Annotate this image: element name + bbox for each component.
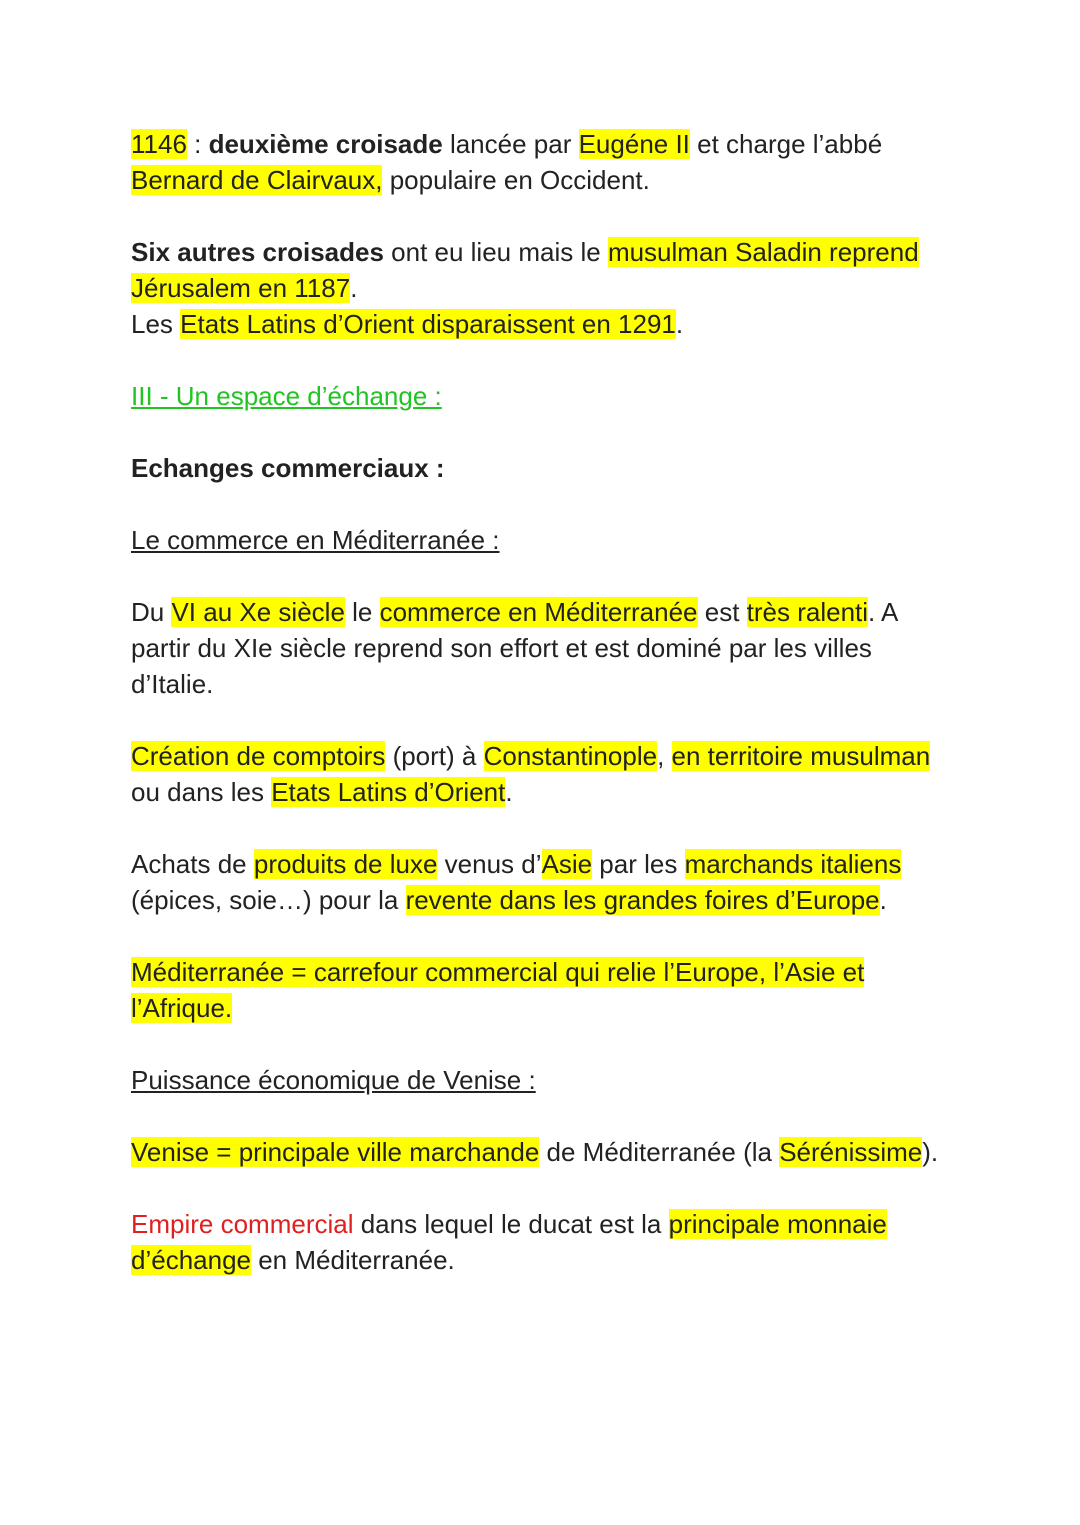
bold-second-crusade: deuxième croisade (208, 129, 443, 159)
paragraph-second-crusade (131, 126, 961, 198)
text: Les (131, 309, 181, 339)
paragraph-venice (131, 1134, 961, 1170)
highlight-latin-states: Etats Latins d’Orient disparaissent en 1291 (180, 309, 676, 339)
paragraph-trading-posts (131, 738, 961, 810)
text: , (657, 741, 672, 771)
highlight-saladin: musulman Saladin reprend Jérusalem en 1187 (131, 237, 919, 303)
highlight-resale-fairs: revente dans les grandes foires d’Europe (405, 885, 880, 915)
paragraph-luxury-goods (131, 846, 961, 918)
section-title: III - Un espace d’échange : (131, 381, 442, 411)
text: venus d’ (437, 849, 542, 879)
text: . A partir du XIe siècle reprend son effort et est dominé par les villes d’Italie. (131, 597, 897, 699)
highlight-abbot: Bernard de Clairvaux, (131, 165, 383, 195)
text: (port) à (385, 741, 484, 771)
highlight-main-currency: principale monnaie d’échange (131, 1209, 887, 1275)
text: . (350, 273, 358, 303)
highlight-mediterranean-trade: commerce en Méditerranée (379, 597, 698, 627)
highlight-italian-merchants: marchands italiens (684, 849, 902, 879)
red-commercial-empire: Empire commercial (131, 1209, 354, 1239)
highlight-latin-states-2: Etats Latins d’Orient (271, 777, 506, 807)
text: en Méditerranée. (251, 1245, 455, 1275)
paragraph-other-crusades (131, 234, 961, 342)
text: lancée par (442, 129, 579, 159)
paragraph-crossroads (131, 954, 961, 1026)
text: : (186, 129, 209, 159)
text: par les (592, 849, 685, 879)
text: dans lequel le ducat est la (353, 1209, 669, 1239)
subtitle-commercial-exchanges: Echanges commerciaux : (131, 453, 445, 483)
highlight-venice: Venise = principale ville marchande (131, 1137, 540, 1167)
text: le (344, 597, 380, 627)
text: est (697, 597, 747, 627)
highlight-year-1146: 1146 (131, 129, 187, 159)
highlight-trading-posts: Création de comptoirs (131, 741, 386, 771)
text: de Méditerranée (la (539, 1137, 780, 1167)
highlight-slowed: très ralenti (746, 597, 869, 627)
highlight-centuries: VI au Xe siècle (171, 597, 345, 627)
text: Du (131, 597, 172, 627)
text: (épices, soie…) pour la (131, 885, 406, 915)
document-page (131, 126, 961, 1278)
text: . (505, 777, 513, 807)
paragraph-ducat (131, 1206, 961, 1278)
highlight-crossroads: Méditerranée = carrefour commercial qui relie l’Europe, l’Asie et l’Afrique. (131, 957, 865, 1023)
highlight-serenissime: Sérénissime (779, 1137, 923, 1167)
text: populaire en Occident. (382, 165, 650, 195)
text: ). (922, 1137, 939, 1167)
text: et charge l’abbé (689, 129, 883, 159)
paragraph-trade-slowdown (131, 594, 961, 702)
text: . (879, 885, 887, 915)
bold-six-crusades: Six autres croisades (131, 237, 384, 267)
highlight-luxury-goods: produits de luxe (253, 849, 438, 879)
highlight-constantinople: Constantinople (483, 741, 658, 771)
subheading-venice-power: Puissance économique de Venise : (131, 1065, 536, 1095)
highlight-muslim-territory: en territoire musulman (671, 741, 931, 771)
text: Achats de (131, 849, 254, 879)
text: ou dans les (131, 777, 272, 807)
text: ont eu lieu mais le (383, 237, 608, 267)
subheading-mediterranean-trade: Le commerce en Méditerranée : (131, 525, 500, 555)
highlight-asia: Asie (541, 849, 593, 879)
highlight-pope: Eugéne II (578, 129, 690, 159)
text: . (675, 309, 684, 339)
